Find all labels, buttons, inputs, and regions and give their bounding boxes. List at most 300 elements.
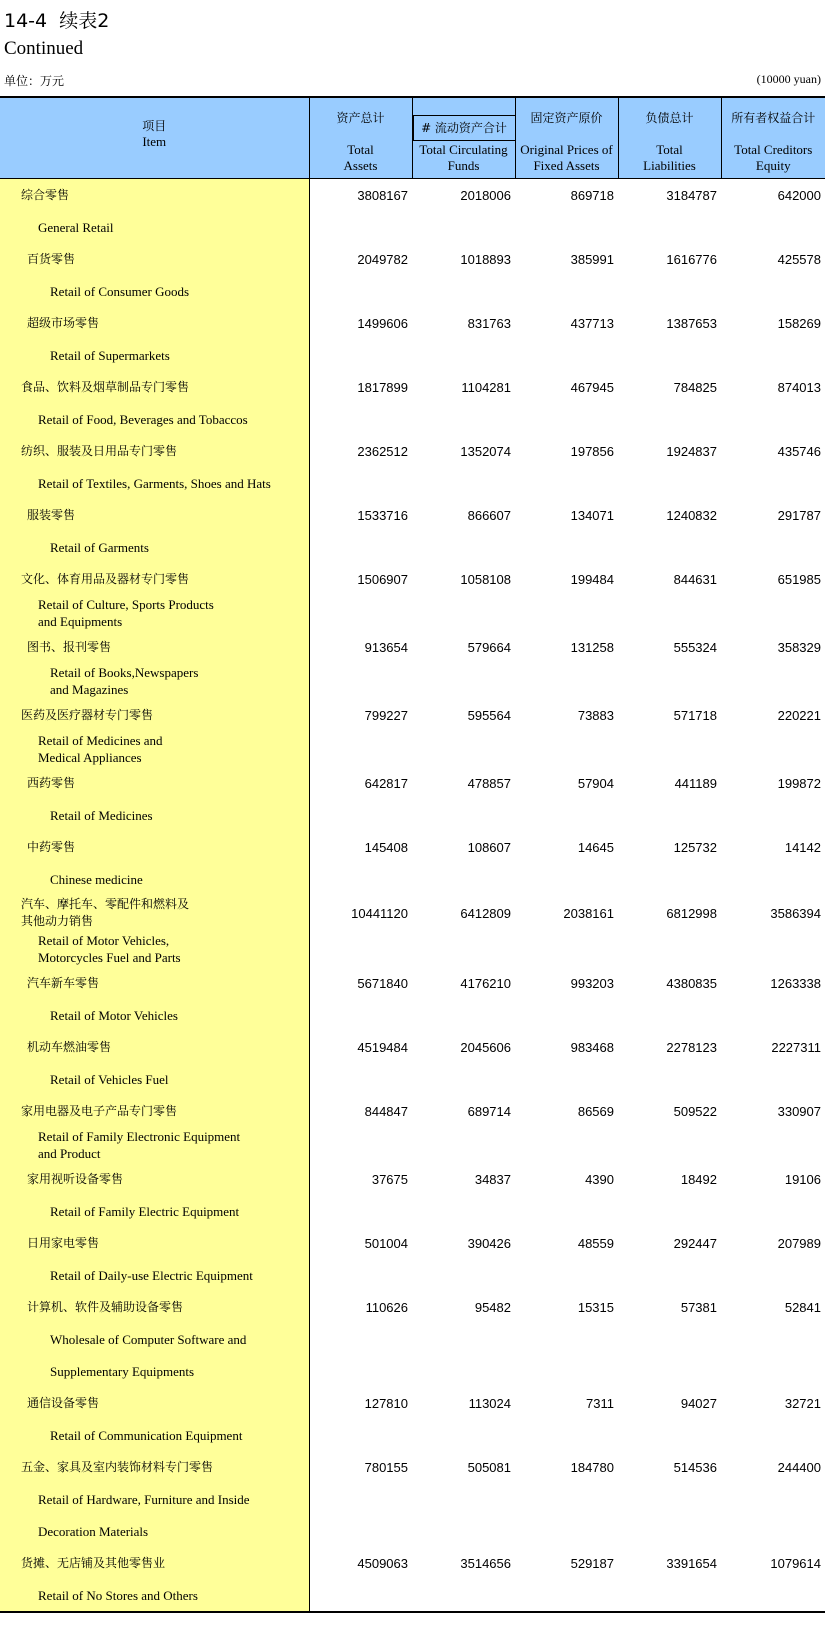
unit-label-en: (10000 yuan) — [756, 72, 821, 86]
row-label-en — [0, 799, 309, 831]
table-row — [0, 1095, 825, 1127]
table-cell-value: 874013 — [777, 379, 821, 395]
row-label-en-line: Retail of No Stores and Others — [38, 1587, 198, 1603]
table-cell-empty — [412, 863, 515, 895]
table-cell-empty — [515, 1259, 618, 1291]
table-cell-value: 1079614 — [770, 1555, 821, 1571]
column-header-total-assets — [309, 97, 412, 179]
table-row-en — [0, 1483, 825, 1515]
table-cell-empty — [721, 1127, 825, 1163]
table-cell-empty — [515, 731, 618, 767]
table-cell-value: 5671840 — [357, 975, 408, 991]
table-cell-empty — [309, 1483, 412, 1515]
row-label-en-line: Retail of Family Electronic Equipment — [38, 1129, 241, 1144]
row-label-cn — [0, 499, 309, 531]
table-row-en — [0, 731, 825, 767]
table-cell-value: 529187 — [570, 1555, 614, 1571]
column-header-en-line2: Fixed Assets — [533, 158, 600, 173]
row-label-en-line: Retail of Medicines — [50, 807, 153, 823]
table-cell-empty — [618, 1355, 721, 1387]
row-label-cn — [0, 699, 309, 731]
table-cell-value: 3391654 — [666, 1555, 717, 1571]
table-cell-empty — [309, 999, 412, 1031]
row-label-cn-line: 服装零售 — [27, 507, 76, 522]
table-cell-empty — [412, 1515, 515, 1547]
table-cell-empty — [721, 931, 825, 967]
table-cell-empty — [618, 1127, 721, 1163]
table-cell-empty — [412, 339, 515, 371]
table-cell-empty — [618, 403, 721, 435]
row-label-cn — [0, 435, 309, 467]
table-cell-value: 425578 — [777, 251, 821, 267]
table-cell-empty — [412, 467, 515, 499]
row-label-en — [0, 275, 309, 307]
table-cell-empty — [618, 595, 721, 631]
table-cell-value: 4509063 — [357, 1555, 408, 1571]
table-cell-empty — [412, 1579, 515, 1612]
table-cell-value: 571718 — [673, 707, 717, 723]
table-cell-empty — [618, 1323, 721, 1355]
table-cell-empty — [618, 663, 721, 699]
table-cell-value: 134071 — [570, 507, 614, 523]
table-cell-value: 780155 — [364, 1459, 408, 1475]
column-header-en-line1: Total Circulating — [419, 142, 508, 157]
table-cell-value: 197856 — [570, 443, 614, 459]
table-cell-empty — [618, 999, 721, 1031]
row-label-en: Retail of Hardware, Furniture and Inside — [0, 1483, 309, 1515]
table-cell-value: 34837 — [474, 1171, 511, 1187]
table-cell-empty — [515, 275, 618, 307]
row-label-cn-line: 汽车新车零售 — [27, 975, 100, 990]
table-cell-value: 505081 — [467, 1459, 511, 1475]
table-cell-value: 3184787 — [666, 187, 717, 203]
row-label-cn-line: 机动车燃油零售 — [27, 1039, 112, 1054]
table-cell-value: 52841 — [784, 1299, 821, 1315]
table-row — [0, 967, 825, 999]
table-row-en — [0, 275, 825, 307]
row-label-en — [0, 1419, 309, 1451]
table-cell-value: 184780 — [570, 1459, 614, 1475]
row-label-en-line: and Equipments — [38, 614, 123, 629]
table-cell-value: 110626 — [365, 1299, 408, 1315]
table-cell-value: 199484 — [570, 571, 614, 587]
table-cell-value: 7311 — [586, 1395, 614, 1411]
table-cell-value: 4390 — [585, 1171, 614, 1187]
table-cell-empty — [412, 1127, 515, 1163]
table-cell-empty — [618, 863, 721, 895]
table-cell-empty — [618, 931, 721, 967]
row-label-en-line: Retail of Family Electric Equipment — [50, 1203, 240, 1219]
table-cell-empty — [618, 1483, 721, 1515]
table-cell-empty — [412, 1195, 515, 1227]
table-cell-value: 831763 — [467, 315, 511, 331]
table-cell-empty — [309, 595, 412, 631]
table-cell-empty — [721, 211, 825, 243]
row-label-cn-line: 综合零售 — [21, 187, 70, 202]
table-cell-value: 1817899 — [357, 379, 408, 395]
row-label-en — [0, 931, 309, 967]
table-cell-empty — [721, 467, 825, 499]
table-cell-value: 844847 — [364, 1103, 408, 1119]
row-label-cn-line: 西药零售 — [27, 775, 76, 790]
table-cell-empty — [515, 1063, 618, 1095]
table-cell-empty — [515, 595, 618, 631]
table-cell-value: 1104281 — [461, 379, 511, 395]
table-cell-value: 291787 — [777, 507, 821, 523]
table-cell-empty — [721, 1195, 825, 1227]
table-row-en — [0, 467, 825, 499]
table-cell-value: 2278123 — [666, 1039, 717, 1055]
row-label-cn — [0, 1387, 309, 1419]
table-cell-value: 14142 — [784, 839, 821, 855]
table-cell-empty — [721, 1063, 825, 1095]
table-cell-value: 220221 — [777, 707, 821, 723]
row-label-en-line: Retail of Books,Newspapers — [50, 665, 199, 680]
table-cell-empty — [412, 799, 515, 831]
table-cell-empty — [515, 467, 618, 499]
table-row-en — [0, 1323, 825, 1355]
row-label-en-line: Retail of Supermarkets — [50, 347, 170, 363]
data-table — [0, 96, 825, 1613]
table-cell-value: 358329 — [777, 639, 821, 655]
table-cell-empty — [412, 1355, 515, 1387]
column-header-fixed-assets — [515, 97, 618, 179]
table-cell-empty — [721, 863, 825, 895]
row-label-en — [0, 1579, 309, 1612]
row-label-cn-line: 家用视听设备零售 — [27, 1171, 124, 1186]
table-cell-value: 15315 — [577, 1299, 614, 1315]
table-cell-empty — [309, 1419, 412, 1451]
column-header-en-line2: Liabilities — [643, 158, 696, 173]
row-label-cn-line: 文化、体育用品及器材专门零售 — [21, 571, 190, 586]
table-row — [0, 895, 825, 931]
table-row-en — [0, 1195, 825, 1227]
table-row-en — [0, 1419, 825, 1451]
row-label-en-line: Motorcycles Fuel and Parts — [38, 950, 181, 965]
table-cell-empty — [412, 211, 515, 243]
row-label-cn — [0, 767, 309, 799]
table-cell-value: 1533716 — [357, 507, 408, 523]
table-row-en — [0, 799, 825, 831]
table-cell-empty — [721, 1259, 825, 1291]
table-row-en — [0, 999, 825, 1031]
table-cell-empty — [412, 663, 515, 699]
row-label-cn-line: 其他动力销售 — [21, 914, 94, 928]
table-row-en — [0, 863, 825, 895]
table-cell-value: 913654 — [364, 639, 408, 655]
table-cell-empty — [412, 531, 515, 563]
table-row — [0, 371, 825, 403]
column-header-en-line1: Total — [347, 142, 374, 157]
table-cell-empty — [515, 1195, 618, 1227]
table-row — [0, 499, 825, 531]
table-cell-value: 642817 — [364, 775, 408, 791]
table-row — [0, 1547, 825, 1579]
table-cell-empty — [618, 1195, 721, 1227]
table-row-en — [0, 403, 825, 435]
table-row-en — [0, 1259, 825, 1291]
row-label-en — [0, 863, 309, 895]
table-cell-empty — [618, 275, 721, 307]
table-cell-value: 158269 — [777, 315, 821, 331]
row-label-en — [0, 467, 309, 499]
table-cell-empty — [309, 1579, 412, 1612]
table-cell-empty — [309, 403, 412, 435]
table-cell-empty — [309, 1127, 412, 1163]
unit-label-cn: 单位：万元 — [4, 74, 65, 88]
table-cell-value: 95482 — [474, 1299, 511, 1315]
table-cell-value: 73883 — [577, 707, 614, 723]
table-cell-value: 244400 — [777, 1459, 821, 1475]
table-cell-value: 86569 — [577, 1103, 614, 1119]
table-cell-empty — [721, 595, 825, 631]
table-row — [0, 767, 825, 799]
table-row-en — [0, 1127, 825, 1163]
table-cell-empty — [412, 1483, 515, 1515]
table-row-en — [0, 1579, 825, 1612]
table-cell-empty — [618, 211, 721, 243]
row-label-en — [0, 211, 309, 243]
table-cell-value: 57904 — [577, 775, 614, 791]
row-label-cn-line: 食品、饮料及烟草制品专门零售 — [21, 379, 190, 394]
table-cell-empty — [515, 799, 618, 831]
row-label-en-line: and Product — [38, 1146, 101, 1161]
table-cell-value: 435746 — [777, 443, 821, 459]
row-label-en-line: Medical Appliances — [38, 750, 142, 765]
table-cell-value: 113024 — [468, 1395, 511, 1411]
row-label-cn — [0, 371, 309, 403]
table-cell-empty — [515, 531, 618, 563]
table-cell-value: 555324 — [673, 639, 717, 655]
table-cell-value: 385991 — [570, 251, 614, 267]
row-label-en-line: Retail of Communication Equipment — [50, 1427, 243, 1443]
table-row — [0, 1031, 825, 1063]
row-label-cn-line: 中药零售 — [27, 839, 76, 854]
table-row — [0, 1451, 825, 1483]
table-cell-value: 689714 — [467, 1103, 511, 1119]
row-label-cn — [0, 895, 309, 931]
table-cell-empty — [618, 339, 721, 371]
table-cell-value: 595564 — [467, 707, 511, 723]
column-header-cn: 负债总计 — [645, 111, 694, 125]
table-cell-value: 2049782 — [357, 251, 408, 267]
table-cell-value: 983468 — [570, 1039, 614, 1055]
table-row-en — [0, 1515, 825, 1547]
table-cell-empty — [515, 211, 618, 243]
table-cell-value: 32721 — [784, 1395, 821, 1411]
table-cell-value: 131258 — [570, 639, 614, 655]
table-cell-empty — [412, 999, 515, 1031]
table-cell-value: 441189 — [674, 775, 717, 791]
row-label-cn — [0, 243, 309, 275]
row-label-en-line: Retail of Culture, Sports Products — [38, 597, 214, 612]
table-cell-value: 108607 — [467, 839, 511, 855]
table-cell-empty — [309, 1355, 412, 1387]
column-header-cn: 所有者权益合计 — [731, 111, 816, 125]
column-header-creditors-equity — [721, 97, 825, 179]
row-label-cn — [0, 831, 309, 863]
table-cell-empty — [721, 999, 825, 1031]
table-row-en — [0, 1355, 825, 1387]
row-label-en-line: Retail of Motor Vehicles, — [38, 933, 170, 948]
row-label-en-line: Retail of Daily-use Electric Equipment — [50, 1267, 253, 1283]
page-title: 14-4 续表2 — [4, 10, 110, 32]
table-cell-value: 4380835 — [666, 975, 717, 991]
table-cell-empty — [309, 731, 412, 767]
table-cell-value: 48559 — [577, 1235, 614, 1251]
row-label-cn — [0, 967, 309, 999]
table-row — [0, 1387, 825, 1419]
table-cell-empty — [618, 799, 721, 831]
table-cell-empty — [412, 403, 515, 435]
table-cell-value: 1499606 — [357, 315, 408, 331]
table-cell-empty — [618, 1259, 721, 1291]
row-label-en-line: and Magazines — [50, 682, 129, 697]
row-label-cn-line: 通信设备零售 — [27, 1395, 100, 1410]
row-label-en — [0, 1259, 309, 1291]
table-cell-empty — [515, 1419, 618, 1451]
row-label-en-line: Chinese medicine — [50, 871, 143, 887]
table-header-row — [0, 97, 825, 179]
table-cell-empty — [618, 467, 721, 499]
table-row — [0, 1227, 825, 1259]
table-cell-empty — [309, 1259, 412, 1291]
table-cell-empty — [721, 1323, 825, 1355]
table-cell-value: 993203 — [570, 975, 614, 991]
table-cell-value: 1352074 — [460, 443, 511, 459]
table-cell-empty — [721, 403, 825, 435]
table-cell-value: 784825 — [673, 379, 717, 395]
table-cell-empty — [515, 1515, 618, 1547]
table-cell-empty — [309, 1063, 412, 1095]
row-label-en-line: Retail of Textiles, Garments, Shoes and Hats — [38, 475, 271, 491]
table-cell-empty — [721, 799, 825, 831]
table-cell-value: 6812998 — [666, 905, 717, 921]
table-cell-empty — [618, 1419, 721, 1451]
table-cell-empty — [309, 1515, 412, 1547]
row-label-cn-line: 五金、家具及室内装饰材料专门零售 — [21, 1459, 214, 1474]
table-cell-value: 866607 — [467, 507, 511, 523]
row-label-cn — [0, 1291, 309, 1323]
row-label-en: Supplementary Equipments — [0, 1355, 309, 1387]
row-label-en — [0, 999, 309, 1031]
table-cell-value: 509522 — [673, 1103, 717, 1119]
row-label-cn-line: 超级市场零售 — [27, 315, 100, 330]
row-label-en — [0, 339, 309, 371]
row-label-cn — [0, 631, 309, 663]
row-label-cn — [0, 563, 309, 595]
column-header-en-line1: Total — [656, 142, 683, 157]
table-cell-empty — [721, 339, 825, 371]
row-label-en-line: Retail of Garments — [50, 539, 149, 555]
table-cell-value: 1018893 — [460, 251, 511, 267]
table-cell-empty — [309, 863, 412, 895]
table-cell-empty — [515, 1579, 618, 1612]
table-cell-empty — [309, 275, 412, 307]
row-label-cn-line: 汽车、摩托车、零配件和燃料及 — [21, 897, 190, 911]
table-cell-empty — [412, 1259, 515, 1291]
table-cell-empty — [721, 1515, 825, 1547]
column-header-en: Item — [142, 134, 167, 149]
table-cell-empty — [412, 595, 515, 631]
table-row — [0, 699, 825, 731]
table-cell-empty — [721, 663, 825, 699]
table-cell-empty — [515, 1355, 618, 1387]
table-cell-empty — [309, 799, 412, 831]
table-row — [0, 243, 825, 275]
table-cell-empty — [412, 931, 515, 967]
row-label-en: Wholesale of Computer Software and — [0, 1323, 309, 1355]
table-cell-value: 1387653 — [666, 315, 717, 331]
row-label-cn — [0, 1451, 309, 1483]
table-row-en — [0, 211, 825, 243]
row-label-en: Decoration Materials — [0, 1515, 309, 1547]
table-cell-empty — [309, 467, 412, 499]
table-row — [0, 1291, 825, 1323]
table-cell-empty — [515, 1323, 618, 1355]
row-label-cn-line: 计算机、软件及辅助设备零售 — [27, 1299, 184, 1314]
table-cell-empty — [515, 863, 618, 895]
table-cell-value: 199872 — [777, 775, 821, 791]
row-label-en-line: Retail of Food, Beverages and Tobaccos — [38, 411, 248, 427]
table-cell-empty — [412, 1323, 515, 1355]
table-cell-empty — [412, 275, 515, 307]
row-label-cn — [0, 1547, 309, 1579]
table-cell-value: 478857 — [467, 775, 511, 791]
table-cell-empty — [309, 211, 412, 243]
table-cell-value: 1924837 — [666, 443, 717, 459]
table-cell-value: 2045606 — [460, 1039, 511, 1055]
column-header-en-line2: Equity — [755, 158, 791, 173]
table-cell-empty — [309, 531, 412, 563]
column-header-en-line2: Assets — [343, 158, 378, 173]
table-cell-value: 1616776 — [666, 251, 717, 267]
table-cell-value: 4176210 — [460, 975, 511, 991]
table-cell-value: 501004 — [364, 1235, 408, 1251]
table-cell-value: 10441120 — [351, 905, 408, 921]
table-cell-empty — [721, 1579, 825, 1612]
row-label-cn — [0, 307, 309, 339]
table-cell-empty — [515, 931, 618, 967]
table-cell-value: 14645 — [577, 839, 614, 855]
row-label-cn-line: 纺织、服装及日用品专门零售 — [21, 443, 178, 458]
table-cell-empty — [721, 1355, 825, 1387]
row-label-cn-line: 百货零售 — [27, 251, 76, 266]
table-row — [0, 179, 825, 212]
table-cell-value: 37675 — [371, 1171, 408, 1187]
table-cell-value: 292447 — [673, 1235, 717, 1251]
table-cell-empty — [618, 731, 721, 767]
column-header-en-line2: Funds — [447, 158, 480, 173]
table-cell-empty — [515, 339, 618, 371]
table-cell-value: 799227 — [364, 707, 408, 723]
table-cell-empty — [309, 1323, 412, 1355]
table-cell-value: 127810 — [364, 1395, 408, 1411]
table-cell-value: 3514656 — [460, 1555, 511, 1571]
table-cell-value: 869718 — [570, 187, 614, 203]
row-label-cn-line: 图书、报刊零售 — [27, 639, 112, 654]
row-label-cn — [0, 1095, 309, 1127]
table-cell-empty — [412, 731, 515, 767]
column-header-cn: 项目 — [142, 119, 167, 133]
table-cell-value: 125732 — [673, 839, 717, 855]
table-cell-empty — [309, 663, 412, 699]
table-cell-empty — [515, 1483, 618, 1515]
row-label-cn-line: 货摊、无店铺及其他零售业 — [21, 1555, 166, 1570]
table-cell-value: 145408 — [364, 839, 408, 855]
column-header-en-line1: Total Creditors — [734, 142, 813, 157]
column-header-cn: # 流动资产合计 — [413, 115, 515, 141]
